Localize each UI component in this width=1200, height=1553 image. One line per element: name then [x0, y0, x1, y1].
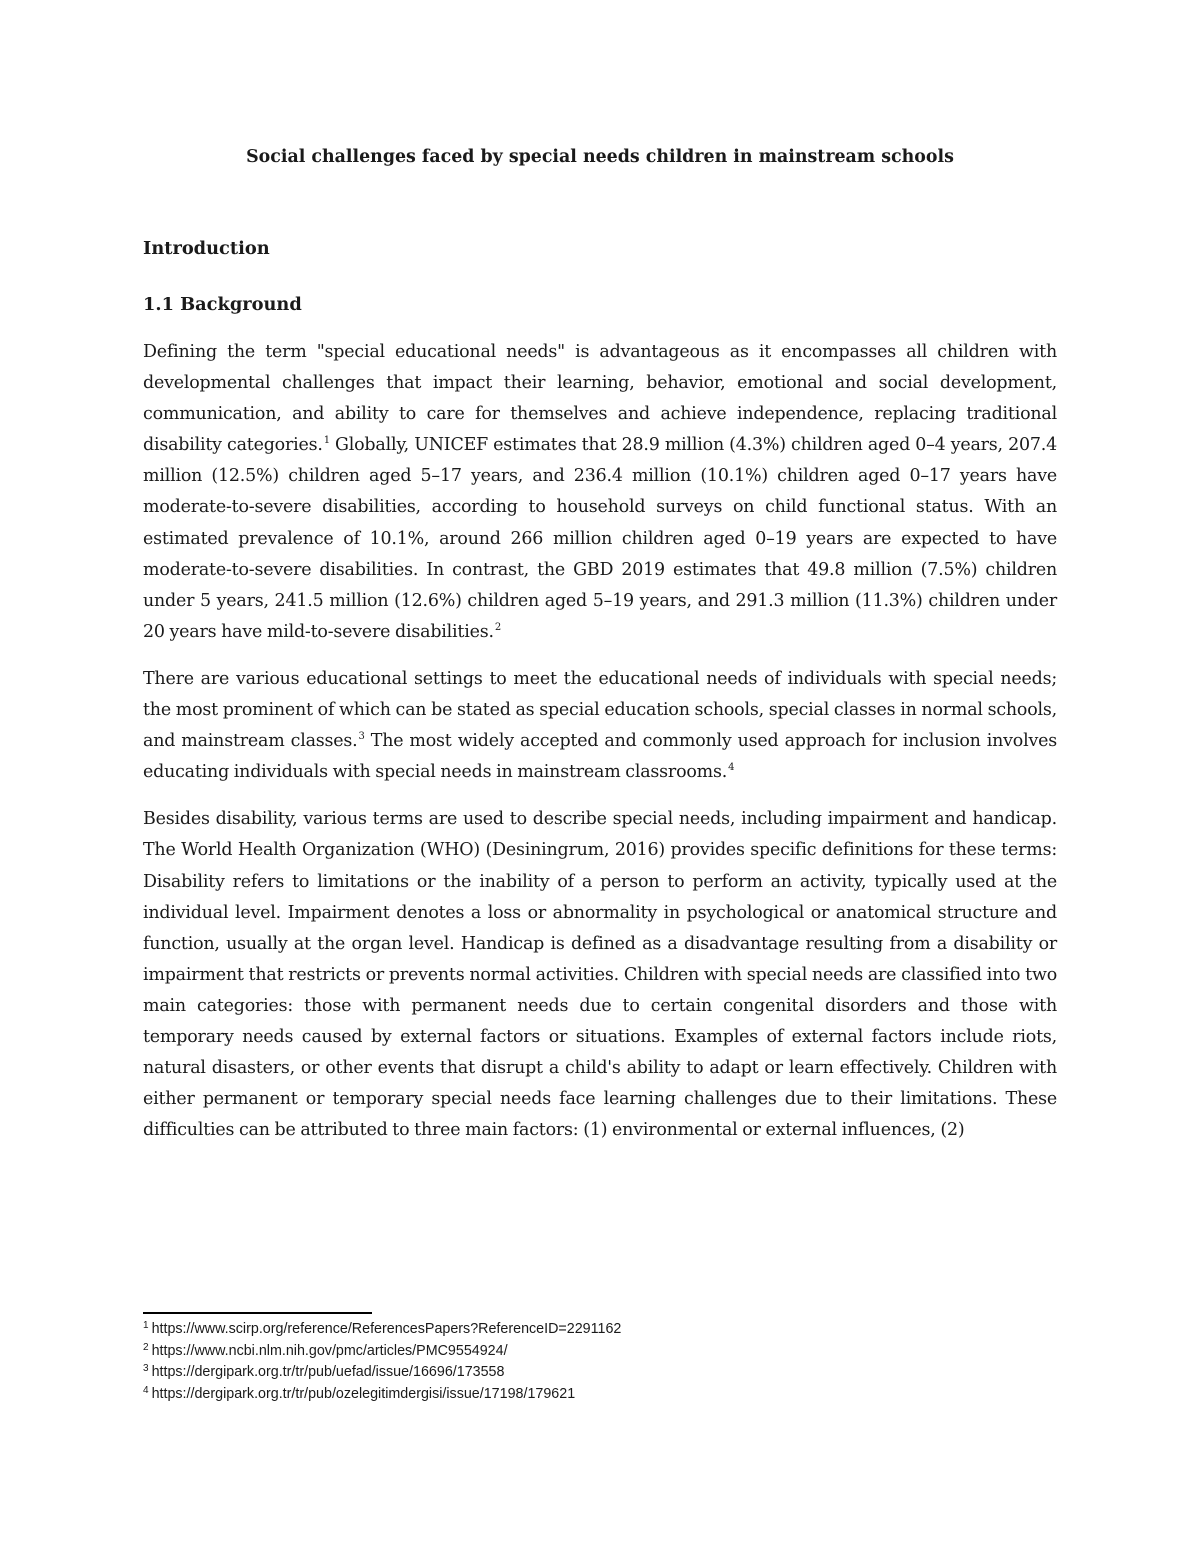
paragraph-2-text-b: The most widely accepted and commonly used approach for inclusion involves educating individuals with special needs in mainstream classrooms.: [143, 731, 1057, 783]
footnote-number: 2: [143, 1341, 149, 1353]
footnote-ref-3: 3: [358, 731, 365, 743]
footnote-url: https://dergipark.org.tr/tr/pub/uefad/issue/16696/173558: [151, 1364, 505, 1380]
heading-background: 1.1 Background: [143, 294, 302, 315]
footnote-url: https://www.scirp.org/reference/ReferencesPapers?ReferenceID=2291162: [151, 1321, 622, 1337]
document-title: Social challenges faced by special needs children in mainstream schools: [246, 147, 954, 167]
footnote-3: [143, 1362, 1057, 1384]
paragraph-2-text-a: There are various educational settings to meet the educational needs of individuals with special needs; the most prominent of which can be stated as special education schools, special classes in normal schools, and mainstream classes.: [143, 668, 1057, 752]
footnote-2: [143, 1341, 1057, 1363]
footnotes: [143, 1319, 1057, 1405]
paragraph-2: [143, 664, 1057, 788]
footnote-url: https://www.ncbi.nlm.nih.gov/pmc/articles/PMC9554924/: [151, 1342, 508, 1359]
paragraph-3: Besides disability, various terms are used to describe special needs, including impairment and handicap. The World Health Organization (WHO) (Desiningrum, 2016) provides specific definitions for these terms: Disability refers to limitations or the inability of a person to perform an activity, typically used at the individual level. Impairment denotes a loss or abnormality in psychological or anatomical structure and function, usually at the organ level. Handicap is defined as a disadvantage resulting from a disability or impairment that restricts or prevents normal activities. Children with special needs are classified into two main categories: those with permanent needs due to certain congenital disorders and those with temporary needs caused by external factors or situations. Examples of external factors include riots, natural disasters, or other events that disrupt a child's ability to adapt or learn effectively. Children with either permanent or temporary special needs face learning challenges due to their limitations. These difficulties can be attributed to three main factors: (1) environmental or external influences, (2): [143, 809, 1057, 1141]
paragraph-1-text-b: Globally, UNICEF estimates that 28.9 million (4.3%) children aged 0–4 years, 207.4 million (12.5%) children aged 5–17 years, and 236.4 million (10.1%) children aged 0–17 years have moderate-to-severe disabilities, according to household surveys on child functional status. With an estimated prevalence of 10.1%, around 266 million children aged 0–19 years are expected to have moderate-to-severe disabilities. In contrast, the GBD 2019 estimates that 49.8 million (7.5%) children under 5 years, 241.5 million (12.6%) children aged 5–19 years, and 291.3 million (11.3%) children under 20 years have mild-to-severe disabilities.: [143, 435, 1057, 642]
footnote-number: 4: [143, 1384, 149, 1396]
footnote-4: [143, 1384, 1057, 1406]
footnote-ref-1: 1: [323, 435, 330, 447]
heading-introduction: Introduction: [143, 238, 270, 259]
footnote-number: 1: [143, 1320, 149, 1331]
footnote-1: [143, 1319, 1057, 1341]
footnote-ref-4: 4: [728, 762, 735, 774]
body-text: [143, 337, 1057, 1162]
footnote-ref-2: 2: [494, 621, 501, 633]
footnote-number: 3: [143, 1363, 149, 1374]
paragraph-1: [143, 337, 1057, 648]
footnote-separator: [143, 1312, 372, 1314]
paragraph-1-text-a: Defining the term "special educational needs" is advantageous as it encompasses all children with developmental challenges that impact their learning, behavior, emotional and social development, communication, and ability to care for themselves and achieve independence, replacing traditional disability categories.: [143, 342, 1057, 456]
footnote-url: https://dergipark.org.tr/tr/pub/ozelegitimdergisi/issue/17198/179621: [151, 1385, 576, 1402]
